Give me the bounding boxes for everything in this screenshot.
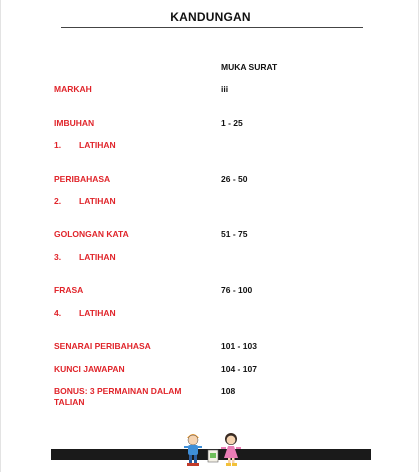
toc-entry-label: SENARAI PERIBAHASA <box>54 341 151 351</box>
toc-entry-page: 26 - 50 <box>221 174 248 184</box>
toc-entry <box>1 229 419 243</box>
toc-entry-label: GOLONGAN KATA <box>54 229 129 239</box>
toc-entry-label: BONUS: 3 PERMAINAN DALAM TALIAN <box>54 386 182 407</box>
toc-entry-page: 108 <box>221 386 236 396</box>
toc-entry-page: iii <box>221 84 229 94</box>
toc-entry <box>1 174 419 188</box>
toc-subentry-label: LATIHAN <box>79 196 116 206</box>
toc-entry-label: FRASA <box>54 285 84 295</box>
page-title: KANDUNGAN <box>170 10 251 24</box>
title-underline <box>61 27 363 28</box>
toc-subentry-label: LATIHAN <box>79 252 116 262</box>
kids-illustration-icon <box>181 428 251 468</box>
toc-entry <box>1 84 419 98</box>
toc-subentry <box>1 196 419 210</box>
toc-entry <box>1 285 419 299</box>
toc-subentry-number: 4. <box>54 308 62 318</box>
toc-subentry <box>1 252 419 266</box>
boy-figure <box>184 434 202 466</box>
toc-entry-label: MARKAH <box>54 84 92 94</box>
girl-figure <box>221 433 241 466</box>
toc-subentry-number: 2. <box>54 196 62 206</box>
toc-subentry-label: LATIHAN <box>79 308 116 318</box>
toc-subentry-number: 1. <box>54 140 62 150</box>
toc-entry-page: 51 - 75 <box>221 229 248 239</box>
toc-subentry <box>1 308 419 322</box>
toc-entry-page: 1 - 25 <box>221 118 243 128</box>
book-figure <box>208 450 218 462</box>
toc-entry <box>1 118 419 132</box>
toc-entry-page: 101 - 103 <box>221 341 257 351</box>
column-header-page: MUKA SURAT <box>221 62 278 72</box>
toc-entry <box>1 386 419 412</box>
toc-entry-label: KUNCI JAWAPAN <box>54 364 125 374</box>
toc-entry-page: 104 - 107 <box>221 364 257 374</box>
toc-entry-page: 76 - 100 <box>221 285 253 295</box>
toc-entry-label: PERIBAHASA <box>54 174 111 184</box>
toc-entry <box>1 341 419 355</box>
toc-entry <box>1 364 419 378</box>
toc-subentry <box>1 140 419 154</box>
toc-entry-label: IMBUHAN <box>54 118 95 128</box>
toc-subentry-number: 3. <box>54 252 62 262</box>
toc-subentry-label: LATIHAN <box>79 140 116 150</box>
